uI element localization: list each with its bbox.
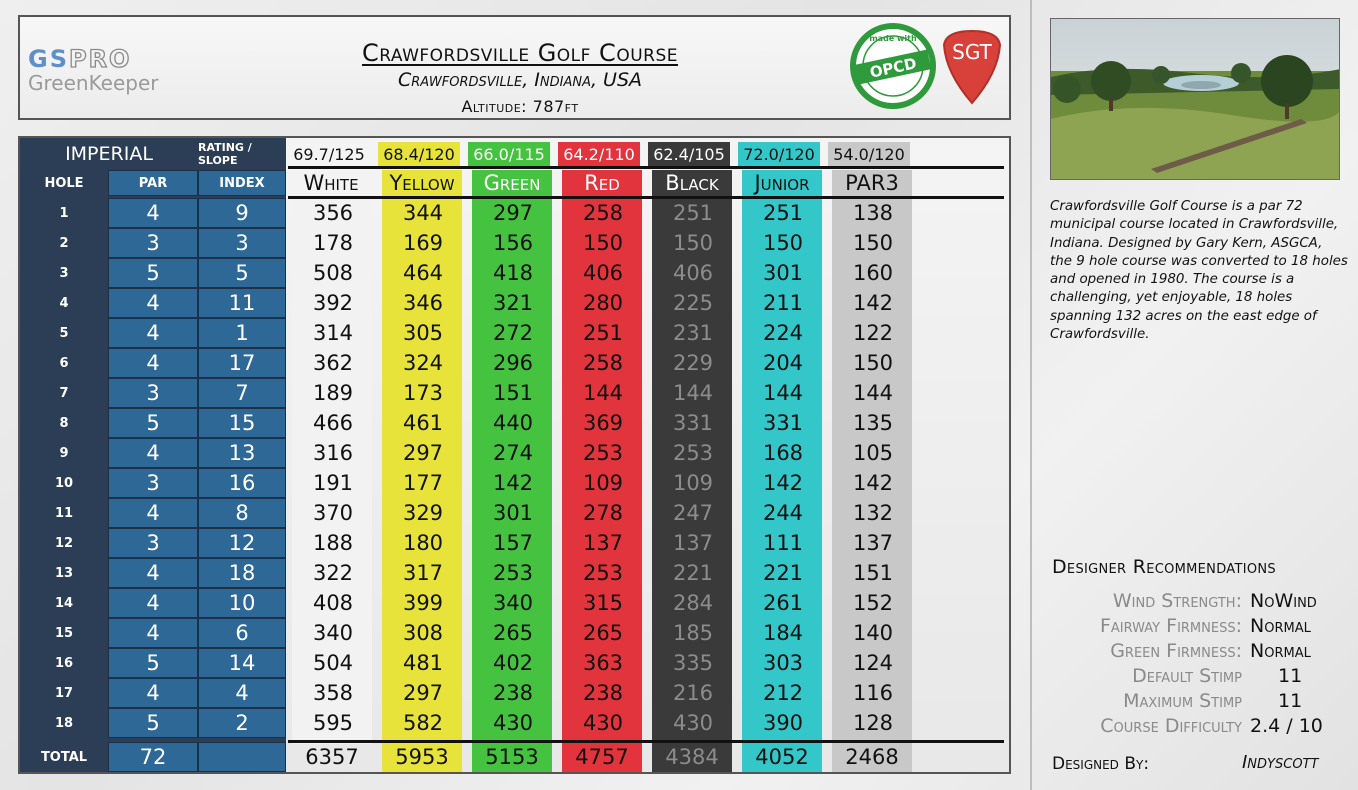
par-value: 4 [108, 288, 198, 318]
recommendation-label: Maximum Stimp [1123, 690, 1242, 712]
yardage-value: 363 [582, 651, 624, 675]
yardage-value: 212 [762, 681, 804, 705]
tee-name-white: White [303, 171, 359, 195]
yardage-value: 151 [492, 381, 534, 405]
hole-number: 17 [54, 685, 74, 701]
yardage-value: 191 [312, 471, 354, 495]
yardage-value: 253 [672, 441, 714, 465]
rating-slope-value: 69.7/125 [293, 144, 365, 164]
yardage-value: 150 [852, 231, 894, 255]
yardage-value: 322 [312, 561, 354, 585]
header-rule-bottom [288, 196, 1004, 199]
hole-number: 3 [59, 265, 69, 281]
yardage-value: 150 [582, 231, 624, 255]
index-value: 16 [198, 468, 286, 498]
total-yardage: 6357 [305, 745, 359, 769]
hole-number: 1 [59, 205, 69, 221]
yardage-value: 315 [582, 591, 624, 615]
yardage-value: 305 [402, 321, 444, 345]
index-value: 18 [198, 558, 286, 588]
rating-slope-value: 66.0/115 [468, 142, 550, 166]
yardage-value: 356 [312, 201, 354, 225]
yardage-value: 251 [582, 321, 624, 345]
yardage-value: 399 [402, 591, 444, 615]
yardage-value: 144 [672, 381, 714, 405]
par-value: 3 [108, 468, 198, 498]
yardage-value: 247 [672, 501, 714, 525]
index-value: 9 [198, 198, 286, 228]
recommendation-value: 11 [1278, 665, 1303, 687]
yardage-value: 144 [762, 381, 804, 405]
recommendation-label: Default Stimp [1132, 665, 1242, 687]
par-value: 4 [108, 198, 198, 228]
index-value: 11 [198, 288, 286, 318]
title-block [300, 39, 740, 116]
yardage-value: 278 [582, 501, 624, 525]
par-value: 4 [108, 588, 198, 618]
yardage-value: 253 [582, 441, 624, 465]
yardage-value: 109 [582, 471, 624, 495]
yardage-value: 362 [312, 351, 354, 375]
yardage-value: 406 [582, 261, 624, 285]
yardage-value: 297 [492, 201, 534, 225]
yardage-value: 430 [672, 711, 714, 735]
yardage-value: 504 [312, 651, 354, 675]
par-value: 5 [108, 648, 198, 678]
hole-number: 11 [54, 505, 74, 521]
yardage-value: 135 [852, 411, 894, 435]
yardage-value: 296 [492, 351, 534, 375]
yardage-value: 335 [672, 651, 714, 675]
yardage-value: 180 [402, 531, 444, 555]
designer-recommendations-title: Designer Recommendations [1052, 556, 1276, 578]
hole-number: 6 [59, 355, 69, 371]
yardage-value: 142 [492, 471, 534, 495]
yardage-value: 402 [492, 651, 534, 675]
yardage-value: 280 [582, 291, 624, 315]
total-yardage: 5153 [472, 742, 552, 772]
yardage-value: 251 [672, 201, 714, 225]
total-yardage: 2468 [832, 742, 912, 772]
total-yardage: 4384 [652, 742, 732, 772]
yardage-value: 156 [492, 231, 534, 255]
yardage-value: 142 [852, 471, 894, 495]
index-value: 8 [198, 498, 286, 528]
index-value: 10 [198, 588, 286, 618]
yardage-value: 369 [582, 411, 624, 435]
rating-slope-value: 62.4/105 [648, 142, 730, 166]
recommendation-row [1032, 615, 1358, 639]
course-location: Crawfordsville, Indiana, USA [397, 69, 643, 91]
index-value: 17 [198, 348, 286, 378]
index-value: 3 [198, 228, 286, 258]
yardage-value: 430 [492, 711, 534, 735]
yardage-value: 144 [582, 381, 624, 405]
index-value: 1 [198, 318, 286, 348]
recommendation-label: Fairway Firmness: [1099, 615, 1242, 637]
par-value: 4 [108, 558, 198, 588]
yardage-value: 284 [672, 591, 714, 615]
yardage-value: 204 [762, 351, 804, 375]
yardage-value: 150 [672, 231, 714, 255]
hole-number: 15 [54, 625, 74, 641]
yardage-value: 253 [492, 561, 534, 585]
sgt-text: SGT [952, 40, 992, 64]
yardage-value: 481 [402, 651, 444, 675]
recommendation-label: Green Firmness: [1110, 640, 1242, 662]
yardage-value: 238 [492, 681, 534, 705]
par-value: 5 [108, 408, 198, 438]
hole-number: 10 [54, 475, 74, 491]
hole-number: 8 [59, 415, 69, 431]
index-value: 12 [198, 528, 286, 558]
gspro-logo [28, 47, 188, 95]
yardage-value: 258 [582, 201, 624, 225]
hole-number: 16 [54, 655, 74, 671]
hole-number: 18 [54, 715, 74, 731]
recommendation-value: 11 [1278, 690, 1303, 712]
yardage-value: 331 [762, 411, 804, 435]
yardage-value: 111 [762, 531, 804, 555]
total-yardage: 4757 [562, 742, 642, 772]
logo-greenkeeper-text: GreenKeeper [28, 71, 159, 95]
yardage-value: 109 [672, 471, 714, 495]
yardage-value: 184 [762, 621, 804, 645]
yardage-value: 231 [672, 321, 714, 345]
logo-gs-text: GS [28, 45, 69, 73]
yardage-value: 150 [852, 351, 894, 375]
tee-name-yellow: Yellow [382, 170, 462, 196]
yardage-value: 274 [492, 441, 534, 465]
hole-number: 4 [59, 295, 69, 311]
tee-name-black: Black [652, 170, 732, 196]
index-value: 14 [198, 648, 286, 678]
hole-number: 2 [59, 235, 69, 251]
logo-pro-text: PRO [68, 45, 132, 73]
index-value: 5 [198, 258, 286, 288]
recommendation-row [1032, 665, 1358, 689]
units-label: IMPERIAL [20, 140, 198, 168]
yardage-value: 221 [762, 561, 804, 585]
yardage-value: 265 [582, 621, 624, 645]
yardage-value: 128 [852, 711, 894, 735]
yardage-value: 297 [402, 441, 444, 465]
yardage-value: 582 [402, 711, 444, 735]
yardage-value: 406 [672, 261, 714, 285]
yardage-value: 340 [312, 621, 354, 645]
yardage-value: 116 [852, 681, 894, 705]
yardage-value: 344 [402, 201, 444, 225]
yardage-value: 211 [762, 291, 804, 315]
total-yardage: 4052 [742, 742, 822, 772]
yardage-value: 169 [402, 231, 444, 255]
par-value: 4 [108, 348, 198, 378]
tee-name-red: Red [562, 170, 642, 196]
yardage-value: 301 [492, 501, 534, 525]
par-value: 4 [108, 498, 198, 528]
yardage-value: 160 [852, 261, 894, 285]
rating-slope-value: 72.0/120 [738, 142, 820, 166]
yardage-value: 392 [312, 291, 354, 315]
yardage-value: 272 [492, 321, 534, 345]
recommendation-value: 2.4 / 10 [1250, 715, 1323, 737]
recommendation-row [1032, 715, 1358, 739]
yardage-value: 138 [852, 201, 894, 225]
total-yardage: 5953 [382, 742, 462, 772]
yardage-value: 185 [672, 621, 714, 645]
yardage-value: 261 [762, 591, 804, 615]
yardage-value: 314 [312, 321, 354, 345]
course-description: Crawfordsville Golf Course is a par 72 municipal course located in Crawfordsville, Indiana. Designed by Gary Kern, ASGCA, the 9 hole course was converted to 18 holes and opened in 1980. The course is a challenging, yet enjoyable, 18 holes spanning 132 acres on the east edge of Crawfordsville. [1050, 199, 1348, 343]
index-value: 6 [198, 618, 286, 648]
yardage-value: 216 [672, 681, 714, 705]
yardage-value: 224 [762, 321, 804, 345]
yardage-value: 303 [762, 651, 804, 675]
par-value: 3 [108, 378, 198, 408]
yardage-value: 105 [852, 441, 894, 465]
yardage-value: 258 [582, 351, 624, 375]
yardage-value: 346 [402, 291, 444, 315]
yardage-value: 308 [402, 621, 444, 645]
yardage-value: 238 [582, 681, 624, 705]
yardage-value: 189 [312, 381, 354, 405]
par-value: 4 [108, 678, 198, 708]
recommendation-row [1032, 640, 1358, 664]
tee-name-green: Green [472, 170, 552, 196]
recommendation-row [1032, 690, 1358, 714]
yardage-value: 152 [852, 591, 894, 615]
index-value: 7 [198, 378, 286, 408]
rating-slope-value: 64.2/110 [558, 142, 640, 166]
yardage-value: 140 [852, 621, 894, 645]
index-value: 2 [198, 708, 286, 738]
yardage-value: 142 [852, 291, 894, 315]
yardage-value: 301 [762, 261, 804, 285]
right-panel [1030, 0, 1358, 790]
rating-slope-value: 54.0/120 [828, 142, 910, 166]
recommendation-row [1032, 590, 1358, 614]
course-preview-image [1050, 18, 1340, 180]
yardage-value: 150 [762, 231, 804, 255]
yardage-value: 151 [852, 561, 894, 585]
yardage-value: 461 [402, 411, 444, 435]
yardage-value: 317 [402, 561, 444, 585]
yardage-value: 370 [312, 501, 354, 525]
header-banner [18, 15, 1011, 120]
yardage-value: 244 [762, 501, 804, 525]
recommendation-label: Wind Strength: [1112, 590, 1242, 612]
yardage-value: 253 [582, 561, 624, 585]
yardage-value: 229 [672, 351, 714, 375]
yardage-value: 137 [672, 531, 714, 555]
sgt-logo-icon [936, 27, 1008, 107]
yardage-value: 358 [312, 681, 354, 705]
yardage-value: 316 [312, 441, 354, 465]
recommendation-value: Normal [1250, 615, 1311, 637]
total-par: 72 [108, 742, 198, 772]
yardage-value: 297 [402, 681, 444, 705]
yardage-value: 177 [402, 471, 444, 495]
yardage-value: 508 [312, 261, 354, 285]
hole-number: 14 [54, 595, 74, 611]
yardage-value: 124 [852, 651, 894, 675]
recommendation-value: NoWind [1250, 590, 1317, 612]
column-header-index: INDEX [198, 170, 286, 196]
yardage-value: 331 [672, 411, 714, 435]
yardage-value: 173 [402, 381, 444, 405]
total-rule [288, 740, 1004, 743]
course-title: Crawfordsville Golf Course [362, 39, 678, 67]
yardage-value: 137 [582, 531, 624, 555]
yardage-value: 251 [762, 201, 804, 225]
opcd-main-text: OPCD [868, 54, 919, 82]
par-value: 5 [108, 258, 198, 288]
hole-number: 12 [54, 535, 74, 551]
hole-number: 9 [59, 445, 69, 461]
yardage-value: 132 [852, 501, 894, 525]
yardage-value: 466 [312, 411, 354, 435]
yardage-value: 464 [402, 261, 444, 285]
par-value: 3 [108, 528, 198, 558]
par-value: 3 [108, 228, 198, 258]
recommendation-value: Normal [1250, 640, 1311, 662]
index-value: 13 [198, 438, 286, 468]
yardage-value: 408 [312, 591, 354, 615]
yardage-value: 324 [402, 351, 444, 375]
yardage-value: 221 [672, 561, 714, 585]
tee-name-junior: Junior [742, 170, 822, 196]
par-value: 4 [108, 318, 198, 348]
par-value: 5 [108, 708, 198, 738]
yardage-value: 440 [492, 411, 534, 435]
rating-slope-value: 68.4/120 [378, 142, 460, 166]
hole-number: 5 [59, 325, 69, 341]
yardage-value: 329 [402, 501, 444, 525]
par-value: 4 [108, 618, 198, 648]
yardage-value: 265 [492, 621, 534, 645]
yardage-value: 418 [492, 261, 534, 285]
total-label: TOTAL [40, 749, 88, 765]
yardage-value: 168 [762, 441, 804, 465]
yardage-value: 122 [852, 321, 894, 345]
header-rule-top [288, 166, 1004, 169]
par-value: 4 [108, 438, 198, 468]
yardage-value: 390 [762, 711, 804, 735]
hole-number: 13 [54, 565, 74, 581]
yardage-value: 225 [672, 291, 714, 315]
total-index-empty [198, 742, 286, 772]
yardage-value: 142 [762, 471, 804, 495]
yardage-value: 137 [852, 531, 894, 555]
yardage-value: 430 [582, 711, 624, 735]
designer-name: Indyscott [1242, 752, 1319, 773]
opcd-top-text: made with [869, 34, 917, 43]
yardage-value: 157 [492, 531, 534, 555]
index-value: 15 [198, 408, 286, 438]
course-altitude: Altitude: 787ft [461, 97, 579, 116]
opcd-badge-icon [848, 21, 938, 111]
yardage-value: 144 [852, 381, 894, 405]
yardage-value: 178 [312, 231, 354, 255]
yardage-value: 321 [492, 291, 534, 315]
yardage-value: 340 [492, 591, 534, 615]
column-header-par: PAR [108, 170, 198, 196]
tee-name-par3: PAR3 [832, 170, 912, 196]
yardage-value: 188 [312, 531, 354, 555]
yardage-value: 595 [312, 711, 354, 735]
column-header-hole: HOLE [44, 175, 84, 191]
rating-slope-label: RATING / SLOPE [198, 141, 252, 167]
index-value: 4 [198, 678, 286, 708]
designed-by-label: Designed By: [1052, 754, 1150, 774]
recommendation-label: Course Difficulty [1100, 715, 1242, 737]
hole-number: 7 [59, 385, 69, 401]
